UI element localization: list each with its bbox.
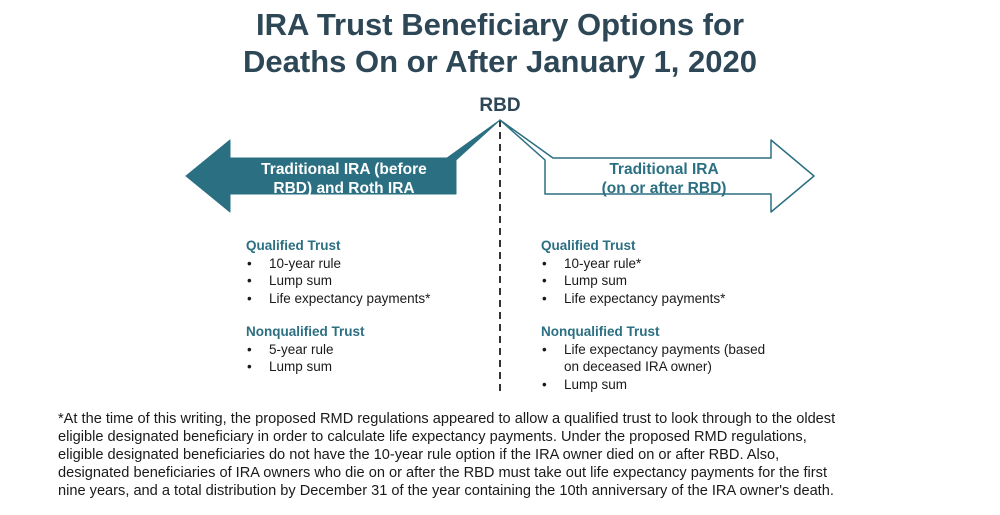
footnote-line-3: eligible designated beneficiaries do not have the 10-year rule option if the IRA owner died on or after RBD. Also, — [58, 447, 780, 463]
title-line-2: Deaths On or After January 1, 2020 — [243, 44, 757, 79]
footnote-line-2: eligible designated beneficiary in order to calculate life expectancy payments. Under the proposed RMD regulations, — [58, 429, 807, 445]
list-item: • Lump sum — [246, 272, 486, 290]
left-arrow-label-line-2: RBD) and Roth IRA — [273, 180, 415, 197]
list-item-line-1: • Life expectancy payments (based — [564, 341, 766, 357]
right-nonqualified-trust-list — [541, 341, 811, 394]
right-qualified-trust-group — [541, 237, 811, 307]
right-qualified-trust-list — [541, 255, 811, 308]
left-nonqualified-trust-heading: Nonqualified Trust — [246, 324, 365, 339]
list-item-line-2: on deceased IRA owner) — [564, 359, 712, 374]
list-item: • 10-year rule* — [541, 255, 811, 273]
list-item: • Lump sum — [541, 376, 811, 394]
list-item: • 5-year rule — [246, 341, 486, 359]
left-qualified-trust-heading: Qualified Trust — [246, 238, 341, 253]
right-nonqualified-trust-group — [541, 323, 811, 393]
left-arrow-label-line-1: Traditional IRA (before — [261, 161, 427, 178]
list-item — [541, 341, 811, 376]
footnote-line-4: designated beneficiaries of IRA owners who die on or after the RBD must take out life expectancy payments for the first — [58, 465, 828, 481]
list-item: • Lump sum — [541, 272, 811, 290]
left-options-column — [246, 237, 486, 392]
right-arrow-label-line-1: Traditional IRA — [609, 161, 719, 178]
rbd-label: RBD — [479, 95, 521, 116]
list-item: • Life expectancy payments* — [541, 290, 811, 308]
list-item: • Life expectancy payments* — [246, 290, 486, 308]
title-line-1: IRA Trust Beneficiary Options for — [255, 7, 745, 42]
footnote-line-5: nine years, and a total distribution by December 31 of the year containing the 10th anniversary of the IRA owner's death. — [58, 483, 834, 499]
left-qualified-trust-list — [246, 255, 486, 308]
right-options-column — [541, 237, 811, 409]
left-nonqualified-trust-group — [246, 323, 486, 376]
right-arrow-label-line-2: (on or after RBD) — [601, 180, 727, 197]
right-qualified-trust-heading: Qualified Trust — [541, 238, 636, 253]
left-arrow-label — [228, 160, 460, 198]
right-nonqualified-trust-heading: Nonqualified Trust — [541, 324, 660, 339]
right-arrow-label — [548, 160, 780, 198]
left-qualified-trust-group — [246, 237, 486, 307]
list-item: • Lump sum — [246, 358, 486, 376]
left-nonqualified-trust-list — [246, 341, 486, 376]
footnote-line-1: *At the time of this writing, the proposed RMD regulations appeared to allow a qualified trust to look through to the oldest — [58, 411, 836, 427]
list-item: • 10-year rule — [246, 255, 486, 273]
footnote — [58, 410, 958, 500]
